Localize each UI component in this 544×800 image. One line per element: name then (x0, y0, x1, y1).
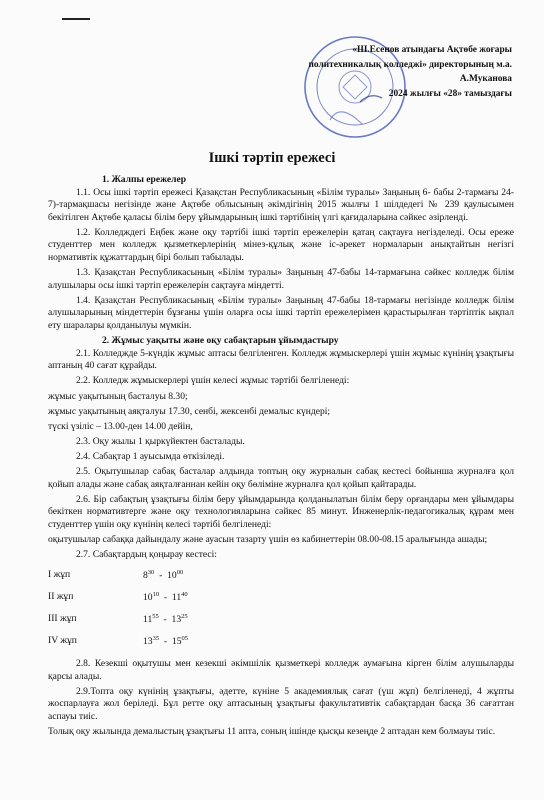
approval-line-1: «Ш.Есенов атындағы Ақтөбе жоғары (352, 45, 512, 55)
paragraph-2-2c: түскі үзіліс – 13.00-ден 14.00 дейін, (48, 420, 193, 432)
paragraph-2-3: 2.3. Оқу жылы 1 қыркүйектен басталады. (76, 435, 245, 447)
schedule-row (48, 564, 514, 586)
paragraph-2-2: 2.2. Колледж жұмыскерлері үшін келесі жұмыс тәртібі белгіленеді: (76, 375, 350, 387)
approval-line-2: политехникалық колледжі» директорының м.а. (308, 59, 512, 70)
paragraph-2-6a: оқытушылар сабаққа дайындалу және ауасын тазарту үшін өз кабинеттерін 08.00-08.15 аралығында ашады; (48, 533, 488, 545)
paragraph-2-6: 2.6. Бір сабақтың ұзақтығы білім беру ұйымдарында қолданылатын білім беру орғандары мен ұйымдары бекіткен нормативтерге және оқу технологияларына сәйкес 85 минут. Инженерлік-педагогикалық құрам мен студенттер үшін оқу күнінің келесі тәртібі белгіленеді: (48, 493, 514, 530)
pair-time: $8^{30} - 10^{00}$ (143, 569, 184, 582)
pair-label: II жұп (48, 590, 74, 602)
approval-line-3: А.Муканова (459, 74, 512, 84)
paragraph-2-2a: жұмыс уақытының басталуы 8.30; (48, 390, 188, 402)
paragraph-2-7: 2.7. Сабақтардың қоңырау кестесі: (76, 549, 217, 561)
paragraph-1-2: 1.2. Колледждегі Еңбек және оқу тәртібі ішкі тәртіп ережелерін қатаң сақтауға негізделеді. Осы ереже студенттер мен колледж қызметкерлерінің мінез-құлық және іс-әрекет нормаларын анықтайтын негізгі нормативтік құжаттардың бірі болып табылады. (48, 226, 514, 264)
scan-mark (62, 18, 90, 20)
schedule-row (48, 630, 514, 652)
bell-schedule (48, 564, 514, 652)
paragraph-2-2b: жұмыс уақытының аяқталуы 17.30, сенбі, жексенбі демалыс күндері; (48, 405, 331, 417)
approval-block (300, 43, 512, 101)
section-heading-1: 1. Жалпы ережелер (102, 174, 187, 185)
paragraph-2-1: 2.1. Колледжде 5-күндік жұмыс аптасы белгіленген. Колледж жұмыскерлері үшін жұмыс күнінің ұзақтығы аптаның 40 сағат құрайды. (48, 347, 514, 372)
section-heading-2: 2. Жұмыс уақыты және оқу сабақтарын ұйымдастыру (102, 335, 339, 347)
pair-time: $11^{55} - 13^{25}$ (143, 613, 188, 626)
pair-time: $13^{35} - 15^{05}$ (143, 635, 188, 648)
schedule-row (48, 608, 514, 630)
pair-time: $10^{10} - 11^{40}$ (143, 591, 188, 604)
pair-label: IV жұп (48, 634, 77, 646)
paragraph-2-10: Толық оқу жылында демалыстың ұзақтығы 11 апта, соның ішінде қысқы кезеңде 2 аптадан кем болмауы тиіс. (48, 726, 496, 738)
schedule-row (48, 586, 514, 608)
pair-label: III жұп (48, 612, 77, 624)
approval-line-4: 2024 жылғы «28» тамыздағы (388, 88, 512, 99)
paragraph-2-4: 2.4. Сабақтар 1 ауысымда өткізіледі. (76, 450, 225, 462)
paragraph-2-9: 2.9.Топта оқу күнінің ұзақтығы, әдетте, күніне 5 академиялық сағат (үш жұп) белгіленеді, 4 жұпты жоспарлауға жол беріледі. Бұл ретте оқу аптасының ұзақтығы факультативтік сабақтардан басқа 36 сағаттан аспауы тиіс. (48, 685, 514, 722)
paragraph-1-3: 1.3. Қазақстан Республикасының «Білім туралы» Заңының 47-бабы 14-тармағына сәйкес колледж білім алушылары осы ішкі тәртіп ережелерін сақтауға міндетті. (48, 267, 514, 291)
paragraph-2-8: 2.8. Кезекші оқытушы мен кезекші әкімшілік қызметкері колледж аумағына кірген білім алушыларды қарсы алады. (48, 658, 514, 682)
paragraph-1-1: 1.1. Осы ішкі тәртіп ережесі Қазақстан Республикасының «Білім туралы» Заңының 6- бабы 2-тармағы 24-7)-тармақшасы негізінде және Ақтөбе облысының әкімдігінің 2015 жылғы 1 шілдедегі № 239 қаулысымен бекітілген Ақтөбе қаласы білім беру ұйымдарының ішкі тәртібінің үлгі қағидаларына сәйкес әзірленді. (48, 186, 514, 223)
document-title: Ішкі тәртіп ережесі (208, 150, 336, 166)
paragraph-1-4: 1.4. Қазақстан Республикасының «Білім туралы» Заңының 47-бабы 18-тармағы негізінде колледж білім алушыларының міндеттерін бұзғаны үшін оларға осы ішкі тәртіп ережелерімен қарастырылған тәртіптік ықпал ету шаралары қолданылуы мүмкін. (48, 294, 514, 332)
paragraph-2-5: 2.5. Оқытушылар сабақ басталар алдында топтың оқу журналын сабақ кестесі бойынша журналға қол қойып алады және сабақ аяқталғаннан кейін оқу бөліміне журналға қол қойып қайтарады. (48, 465, 514, 490)
document-body (48, 174, 514, 741)
pair-label: I жұп (48, 568, 71, 580)
